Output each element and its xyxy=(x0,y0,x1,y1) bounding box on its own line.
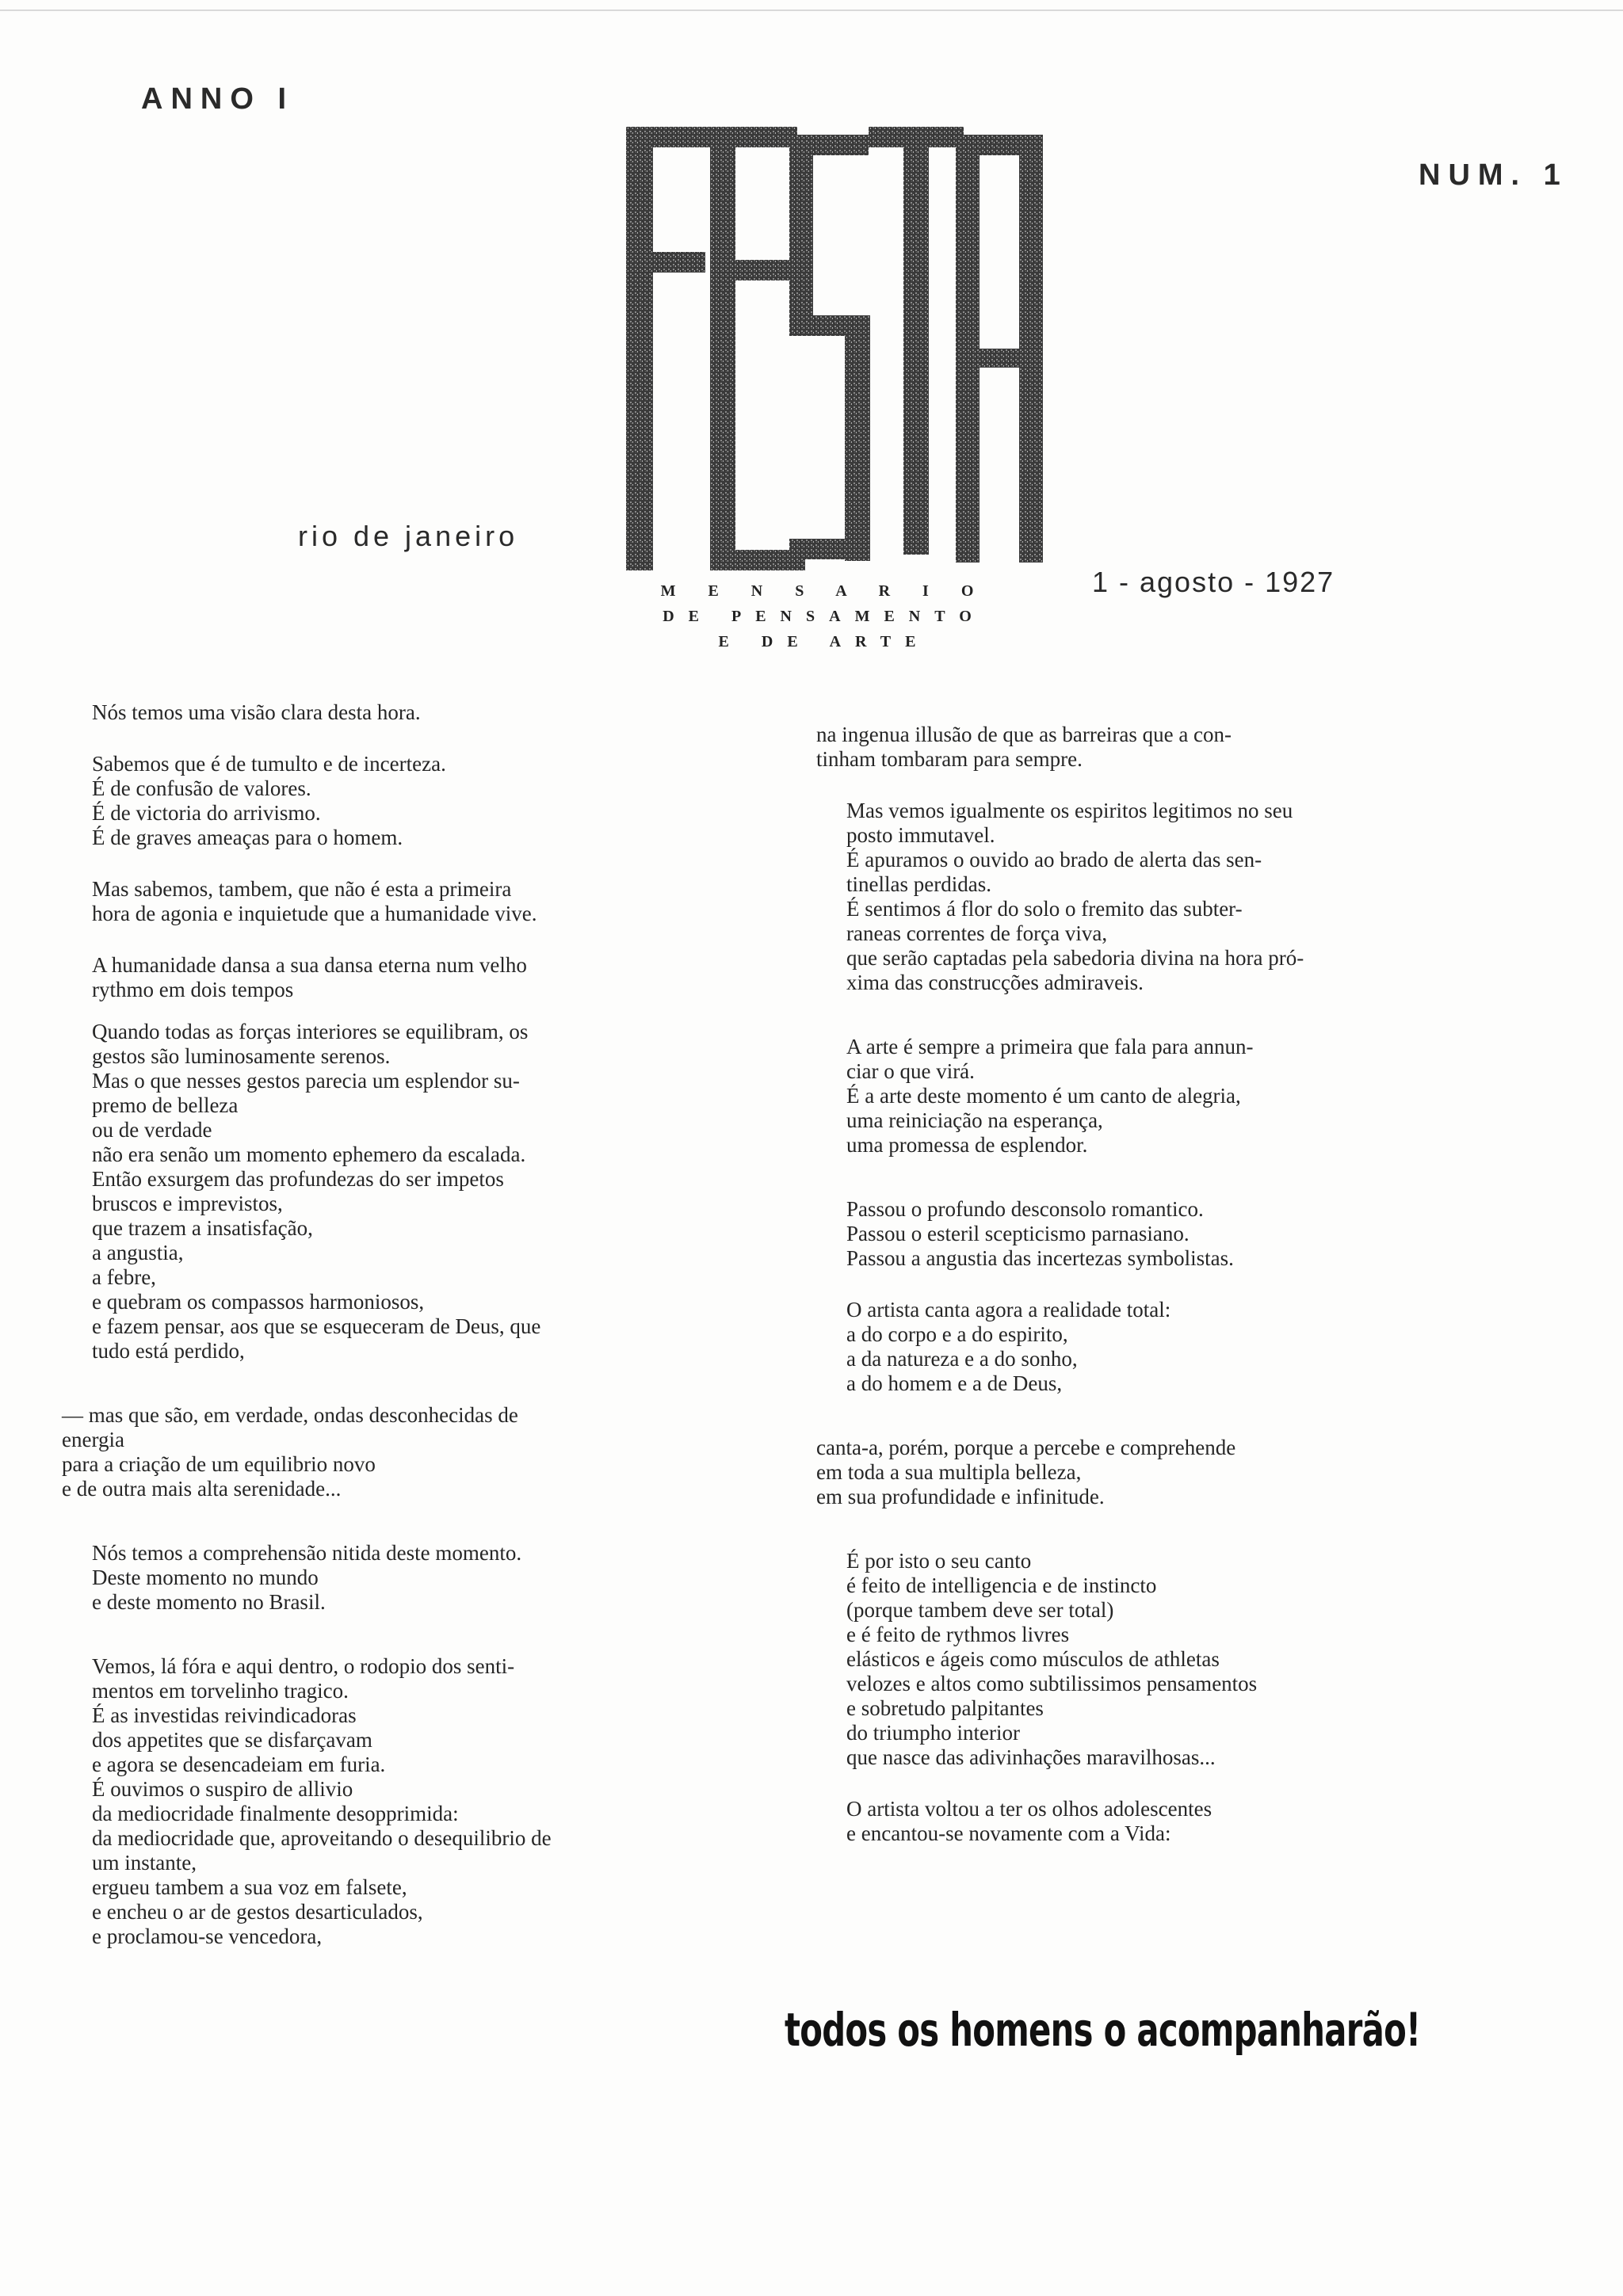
logo-letter-t xyxy=(869,127,964,555)
text-line: Vemos, lá fóra e aqui dentro, o rodopio dos senti- xyxy=(92,1654,515,1678)
text-line: Passou o esteril scepticismo parnasiano. xyxy=(846,1222,1190,1245)
text-line: ergueu tambem a sua voz em falsete, xyxy=(92,1875,407,1899)
text-line: um instante, xyxy=(92,1851,197,1875)
text-line: a do corpo e a do espirito, xyxy=(846,1322,1068,1346)
paragraph-gap xyxy=(62,850,775,877)
text-line: da mediocridade que, aproveitando o desequilibrio de xyxy=(92,1826,552,1850)
text-line: a febre, xyxy=(92,1265,156,1289)
paragraph-gap xyxy=(816,1770,1529,1797)
text-line: Deste momento no mundo xyxy=(92,1566,319,1589)
text-line: (porque tambem deve ser total) xyxy=(846,1598,1114,1622)
text-line: É de graves ameaças para o homem. xyxy=(92,826,403,849)
festa-logo-graphic xyxy=(591,111,1059,586)
publication-date: 1 - agosto - 1927 xyxy=(1092,566,1335,598)
text-line: elásticos e ágeis como músculos de athletas xyxy=(846,1647,1220,1671)
paragraph xyxy=(62,1541,775,1615)
text-line: e encheu o ar de gestos desarticulados, xyxy=(92,1900,423,1924)
paragraph xyxy=(816,1035,1529,1158)
issue-number: NUM. 1 xyxy=(1419,158,1568,192)
text-line: para a criação de um equilibrio novo xyxy=(62,1452,376,1476)
text-line: na ingenua illusão de que as barreiras que a con- xyxy=(816,723,1232,746)
text-line: É apuramos o ouvido ao brado de alerta das sen- xyxy=(846,848,1262,871)
subtitle-line: DE PENSAMENTO xyxy=(663,608,986,625)
text-line: energia xyxy=(62,1428,124,1451)
text-line: É de confusão de valores. xyxy=(92,776,311,800)
text-line: e deste momento no Brasil. xyxy=(92,1590,326,1614)
paragraph-gap xyxy=(816,1396,1529,1436)
text-line: Mas sabemos, tambem, que não é esta a primeira xyxy=(92,877,512,901)
text-line: a do homem e a de Deus, xyxy=(846,1371,1063,1395)
paragraph xyxy=(62,1403,775,1501)
text-line: Nós temos uma visão clara desta hora. xyxy=(92,700,421,724)
text-line: raneas correntes de força viva, xyxy=(846,921,1108,945)
text-line: Quando todas as forças interiores se equilibram, os xyxy=(92,1020,529,1043)
paragraph xyxy=(816,1197,1529,1271)
text-line: e de outra mais alta serenidade... xyxy=(62,1477,342,1501)
text-line: É de victoria do arrivismo. xyxy=(92,801,321,825)
text-line: Mas vemos igualmente os espiritos legitimos no seu xyxy=(846,799,1293,822)
paragraph xyxy=(816,799,1529,995)
logo-letter-a xyxy=(956,135,1043,563)
paragraph-gap xyxy=(816,995,1529,1035)
text-line: tinellas perdidas. xyxy=(846,872,991,896)
text-line: da mediocridade finalmente desopprimida: xyxy=(92,1802,459,1825)
paragraph-gap xyxy=(62,926,775,953)
closing-slogan: todos os homens o acompanharão! xyxy=(785,2003,1421,2057)
text-line: que serão captadas pela sabedoria divina na hora pró- xyxy=(846,946,1304,970)
text-line: — mas que são, em verdade, ondas desconhecidas de xyxy=(62,1403,518,1427)
paragraph xyxy=(816,1797,1529,1846)
text-line: A humanidade dansa a sua dansa eterna num velho xyxy=(92,953,527,977)
text-line: posto immutavel. xyxy=(846,823,995,847)
paragraph-gap xyxy=(62,1615,775,1654)
text-line: e quebram os compassos harmoniosos, xyxy=(92,1290,425,1314)
text-line: que trazem a insatisfação, xyxy=(92,1216,313,1240)
text-line: Passou o profundo desconsolo romantico. xyxy=(846,1197,1204,1221)
paragraph-gap xyxy=(62,1363,775,1403)
text-line: do triumpho interior xyxy=(846,1721,1020,1745)
masthead-logo xyxy=(591,111,1059,586)
text-line: é feito de intelligencia e de instincto xyxy=(846,1573,1157,1597)
text-line: a angustia, xyxy=(92,1241,184,1264)
text-line: tudo está perdido, xyxy=(92,1339,245,1363)
text-line: É por isto o seu canto xyxy=(846,1549,1032,1573)
scan-edge xyxy=(0,10,1623,11)
manifesto-left-column xyxy=(62,700,775,1949)
text-line: premo de belleza xyxy=(92,1093,239,1117)
paragraph xyxy=(62,700,775,725)
text-line: não era senão um momento ephemero da escalada. xyxy=(92,1142,526,1166)
subtitle-line: M E N S A R I O xyxy=(660,582,988,600)
paragraph xyxy=(816,1298,1529,1396)
paragraph xyxy=(62,953,775,1002)
text-line: e agora se desencadeiam em furia. xyxy=(92,1753,386,1776)
paragraph-gap xyxy=(62,1002,775,1020)
text-line: Nós temos a comprehensão nitida deste momento. xyxy=(92,1541,522,1565)
volume-label: ANNO I xyxy=(141,82,294,116)
text-line: Passou a angustia das incertezas symbolistas. xyxy=(846,1246,1234,1270)
text-line: É as investidas reivindicadoras xyxy=(92,1703,357,1727)
paragraph xyxy=(816,1436,1529,1509)
paragraph xyxy=(816,723,1529,772)
text-line: É a arte deste momento é um canto de alegria, xyxy=(846,1084,1241,1108)
text-line: dos appetites que se disfarçavam xyxy=(92,1728,372,1752)
paragraph xyxy=(62,1654,775,1949)
text-line: xima das construcções admiraveis. xyxy=(846,971,1144,994)
publication-place: rio de janeiro xyxy=(298,520,519,552)
text-line: gestos são luminosamente serenos. xyxy=(92,1044,391,1068)
text-line: mentos em torvelinho tragico. xyxy=(92,1679,349,1703)
text-line: e proclamou-se vencedora, xyxy=(92,1924,323,1948)
text-line: em toda a sua multipla belleza, xyxy=(816,1460,1082,1484)
text-line: O artista canta agora a realidade total: xyxy=(846,1298,1171,1322)
text-line: e fazem pensar, aos que se esqueceram de Deus, que xyxy=(92,1314,541,1338)
text-line: ou de verdade xyxy=(92,1118,212,1142)
text-line: Então exsurgem das profundezas do ser impetos xyxy=(92,1167,504,1191)
text-line: uma reiniciação na esperança, xyxy=(846,1108,1103,1132)
text-line: e é feito de rythmos livres xyxy=(846,1623,1070,1646)
text-line: A arte é sempre a primeira que fala para annun- xyxy=(846,1035,1254,1058)
text-line: rythmo em dois tempos xyxy=(92,978,294,1001)
paragraph-gap xyxy=(816,772,1529,799)
paragraph xyxy=(62,1020,775,1363)
paragraph xyxy=(816,1549,1529,1770)
text-line: Mas o que nesses gestos parecia um esplendor su- xyxy=(92,1069,520,1093)
subtitle-line: E DE ARTE xyxy=(718,633,930,650)
logo-letter-f xyxy=(626,127,713,570)
text-line: velozes e altos como subtilissimos pensamentos xyxy=(846,1672,1258,1695)
text-line: uma promessa de esplendor. xyxy=(846,1133,1088,1157)
text-line: O artista voltou a ter os olhos adolescentes xyxy=(846,1797,1212,1821)
paragraph-gap xyxy=(816,1158,1529,1197)
text-line: É ouvimos o suspiro de allivio xyxy=(92,1777,353,1801)
text-line: canta-a, porém, porque a percebe e comprehende xyxy=(816,1436,1236,1459)
text-line: ciar o que virá. xyxy=(846,1059,975,1083)
paragraph xyxy=(62,877,775,926)
text-line: bruscos e imprevistos, xyxy=(92,1192,283,1215)
paragraph-gap xyxy=(62,725,775,752)
text-line: em sua profundidade e infinitude. xyxy=(816,1485,1105,1508)
paragraph xyxy=(62,752,775,850)
text-line: hora de agonia e inquietude que a humanidade vive. xyxy=(92,902,537,925)
paragraph-gap xyxy=(62,1501,775,1541)
text-line: a da natureza e a do sonho, xyxy=(846,1347,1078,1371)
manifesto-right-column xyxy=(816,723,1529,1846)
text-line: Sabemos que é de tumulto e de incerteza. xyxy=(92,752,446,776)
paragraph-gap xyxy=(816,1509,1529,1549)
text-line: que nasce das adivinhações maravilhosas... xyxy=(846,1745,1216,1769)
logo-letter-s xyxy=(789,135,870,561)
text-line: tinham tombaram para sempre. xyxy=(816,747,1083,771)
text-line: É sentimos á flor do solo o fremito das subter- xyxy=(846,897,1243,921)
text-line: e encantou-se novamente com a Vida: xyxy=(846,1821,1171,1845)
masthead-subtitle xyxy=(586,578,1062,654)
text-line: e sobretudo palpitantes xyxy=(846,1696,1044,1720)
paragraph-gap xyxy=(816,1271,1529,1298)
